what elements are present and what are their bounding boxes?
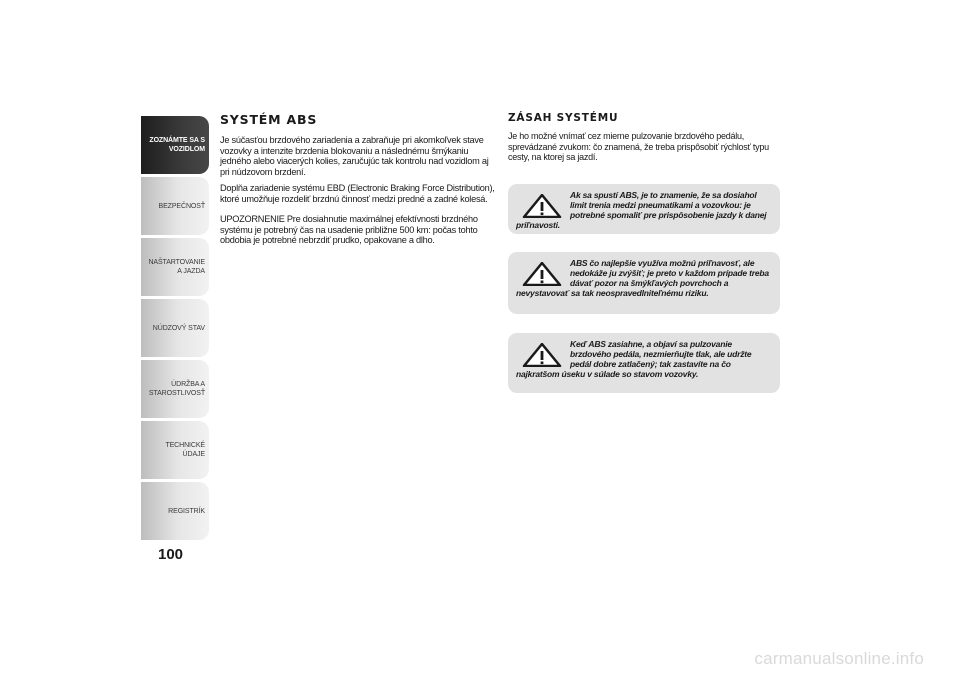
section-title: ZÁSAH SYSTÉMU	[508, 112, 619, 124]
tab-label: TECHNICKÉ ÚDAJE	[165, 442, 205, 458]
tab-zoznamte-sa[interactable]	[141, 116, 209, 174]
tab-label: REGISTRÍK	[168, 507, 205, 515]
tab-bezpecnost[interactable]	[141, 177, 209, 235]
warning-box	[508, 184, 780, 234]
tab-label: NÚDZOVÝ STAV	[152, 324, 205, 332]
warning-text: Ak sa spustí ABS, je to znamenie, že sa dosiahol limit trenia medzi pneumatikami a vozovkou: je potrebné spomaliť pre prispôsobenie jazdy k danej priľnavosti.	[516, 190, 767, 230]
abs-section	[220, 112, 498, 252]
tab-label: ZOZNÁMTE SA S VOZIDLOM	[149, 137, 205, 153]
paragraph: UPOZORNENIE Pre dosiahnutie maximálnej efektívnosti brzdného systému je potrebný čas na usadenie približne 500 km: počas tohto obdobia je potrebné nebrzdiť prudko, opakovane a dlho.	[220, 214, 478, 245]
system-intervention-section	[508, 112, 780, 169]
warning-box	[508, 333, 780, 393]
paragraph: Je súčasťou brzdového zariadenia a zabraňuje pri akomkoľvek stave vozovky a intenzite brzdenia blokovaniu a následnému šmýkaniu jedného alebo viacerých kolies, zaručujúc tak kontrolu nad vozidlom aj pri núdzovom brzdení.	[220, 135, 489, 177]
tab-nastartovanie[interactable]	[141, 238, 209, 296]
warning-triangle-icon	[522, 343, 562, 367]
warning-box	[508, 252, 780, 314]
tab-registrik[interactable]	[141, 482, 209, 540]
tab-udrzba[interactable]	[141, 360, 209, 418]
watermark: carmanualsonline.info	[754, 649, 924, 668]
tab-label: NAŠTARTOVANIE A JAZDA	[148, 259, 205, 275]
tab-label: BEZPEČNOSŤ	[158, 202, 205, 210]
paragraph: Doplňa zariadenie systému EBD (Electronic Braking Force Distribution), ktoré umožňuje rozdeliť brzdnú činnosť medzi predné a zadné kolesá.	[220, 183, 495, 204]
page-number: 100	[158, 546, 184, 563]
tab-nudzovy-stav[interactable]	[141, 299, 209, 357]
warning-text: Keď ABS zasiahne, a objaví sa pulzovanie brzdového pedála, nezmierňujte tlak, ale udržte pedál dobre zatlačený; tak zastavíte na čo najkratšom úseku v súlade so stavom vozovky.	[516, 339, 752, 379]
section-tabs	[141, 116, 209, 543]
paragraph: Je ho možné vnímať cez mierne pulzovanie brzdového pedálu, sprevádzané zvukom: čo znamená, že treba prispôsobiť rýchlosť typu cesty, na ktorej sa jazdí.	[508, 131, 769, 162]
tab-label: ÚDRŽBA A STAROSTLIVOSŤ	[148, 381, 205, 397]
warning-triangle-icon	[522, 194, 562, 218]
tab-technicke-udaje[interactable]	[141, 421, 209, 479]
warning-text: ABS čo najlepšie využíva možnú priľnavosť, ale nedokáže ju zvýšiť; je preto v každom prípade treba dávať pozor na šmýkľavých povrchoch a nevystavovať sa tak neospravedlniteľnému riziku.	[516, 258, 769, 298]
warning-triangle-icon	[522, 262, 562, 286]
section-title: SYSTÉM ABS	[220, 112, 318, 127]
